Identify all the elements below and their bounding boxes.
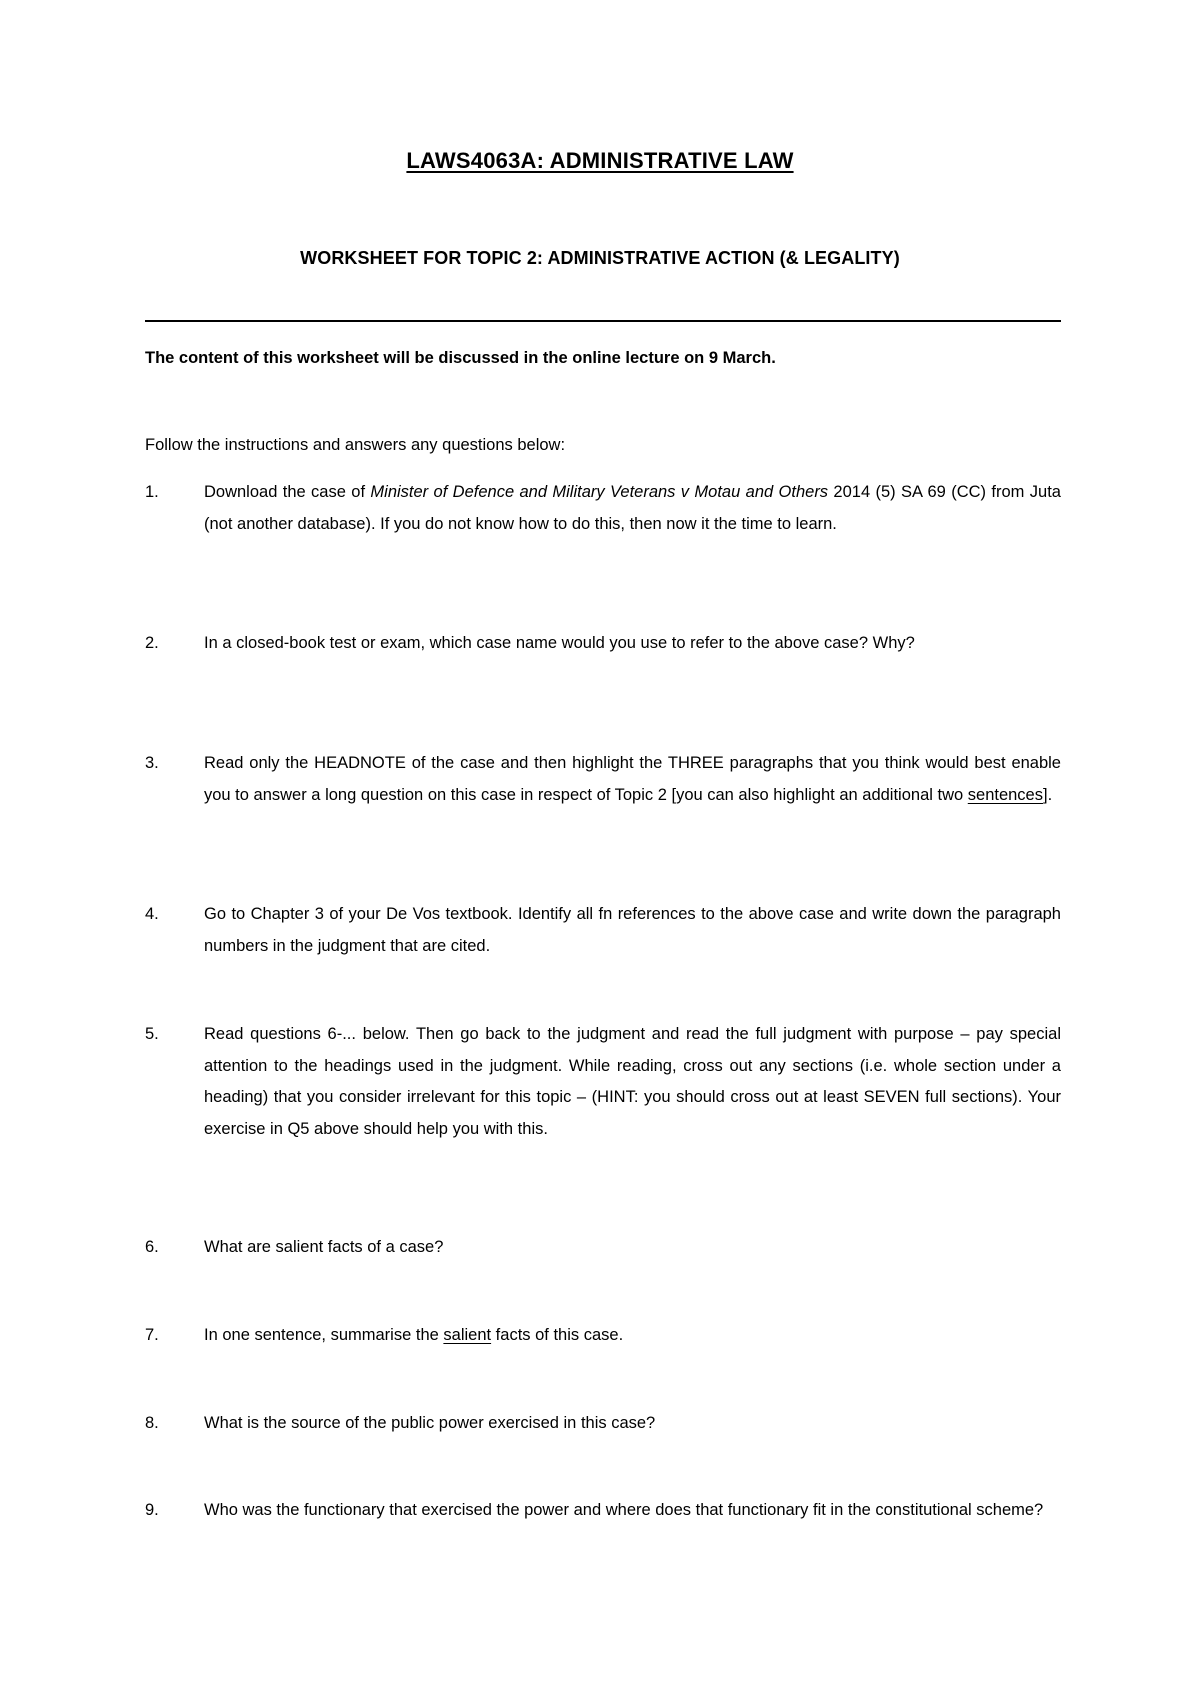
question-text-part: ]. xyxy=(1042,785,1053,804)
course-title: LAWS4063A: ADMINISTRATIVE LAW xyxy=(406,148,794,173)
question-text-part: Download the case of xyxy=(204,483,371,501)
question-number: 7. xyxy=(145,1326,159,1344)
question-number: 8. xyxy=(145,1414,159,1432)
question-2 xyxy=(145,628,1061,660)
question-number: 5. xyxy=(145,1025,159,1043)
question-text: Read questions 6-... below. Then go back to the judgment and read the full judgment with purpose – pay special attention to the headings used in the judgment. While reading, cross out any sections (i.e. whole section under a heading) that you consider irrelevant for this topic – (HINT: you should cross out at least SEVEN full sections). Your exercise in Q5 above should help you with this. xyxy=(204,1025,1061,1138)
question-text: What are salient facts of a case? xyxy=(204,1238,444,1256)
question-text: In a closed-book test or exam, which case name would you use to refer to the above case? Why? xyxy=(204,634,915,652)
question-6 xyxy=(145,1232,1061,1264)
lecture-note: The content of this worksheet will be discussed in the online lecture on 9 March. xyxy=(145,349,776,367)
question-text-part: 2014 (5) SA 69 (CC) from Juta (not another database). If you do not know how to do this, then now it the time to learn. xyxy=(204,483,1061,533)
worksheet-title: WORKSHEET FOR TOPIC 2: ADMINISTRATIVE ACTION (& LEGALITY) xyxy=(300,248,900,268)
question-text-part: facts of this case. xyxy=(491,1326,624,1344)
question-number: 9. xyxy=(145,1501,159,1519)
question-text: Who was the functionary that exercised the power and where does that functionary fit in the constitutional scheme? xyxy=(204,1501,1044,1519)
case-name: Minister of Defence and Military Veterans v Motau and Others xyxy=(370,483,829,501)
underlined-word: sentences xyxy=(967,785,1043,804)
question-text: Go to Chapter 3 of your De Vos textbook. Identify all fn references to the above case and write down the paragraph numbers in the judgment that are cited. xyxy=(204,905,1061,955)
question-7 xyxy=(145,1320,1061,1352)
question-number: 2. xyxy=(145,634,159,652)
question-4 xyxy=(145,899,1061,962)
question-1 xyxy=(145,477,1061,540)
question-text xyxy=(204,1320,1061,1352)
question-text-part: In one sentence, summarise the xyxy=(204,1326,444,1344)
question-5 xyxy=(145,1019,1061,1145)
question-number: 3. xyxy=(145,754,159,772)
question-text-part: Read only the HEADNOTE of the case and then highlight the THREE paragraphs that you think would best enable you to answer a long question on this case in respect of Topic 2 [you can also highlight an additional two xyxy=(204,754,1061,804)
question-9 xyxy=(145,1495,1061,1527)
instructions-line: Follow the instructions and answers any questions below: xyxy=(145,436,566,454)
question-number: 1. xyxy=(145,483,159,501)
question-text xyxy=(204,477,1061,540)
question-number: 4. xyxy=(145,905,159,923)
question-3 xyxy=(145,748,1061,811)
question-number: 6. xyxy=(145,1238,159,1256)
horizontal-divider xyxy=(145,320,1061,322)
question-text xyxy=(204,748,1061,811)
question-text: What is the source of the public power exercised in this case? xyxy=(204,1414,656,1432)
underlined-word: salient xyxy=(443,1326,492,1344)
question-8 xyxy=(145,1408,1061,1440)
